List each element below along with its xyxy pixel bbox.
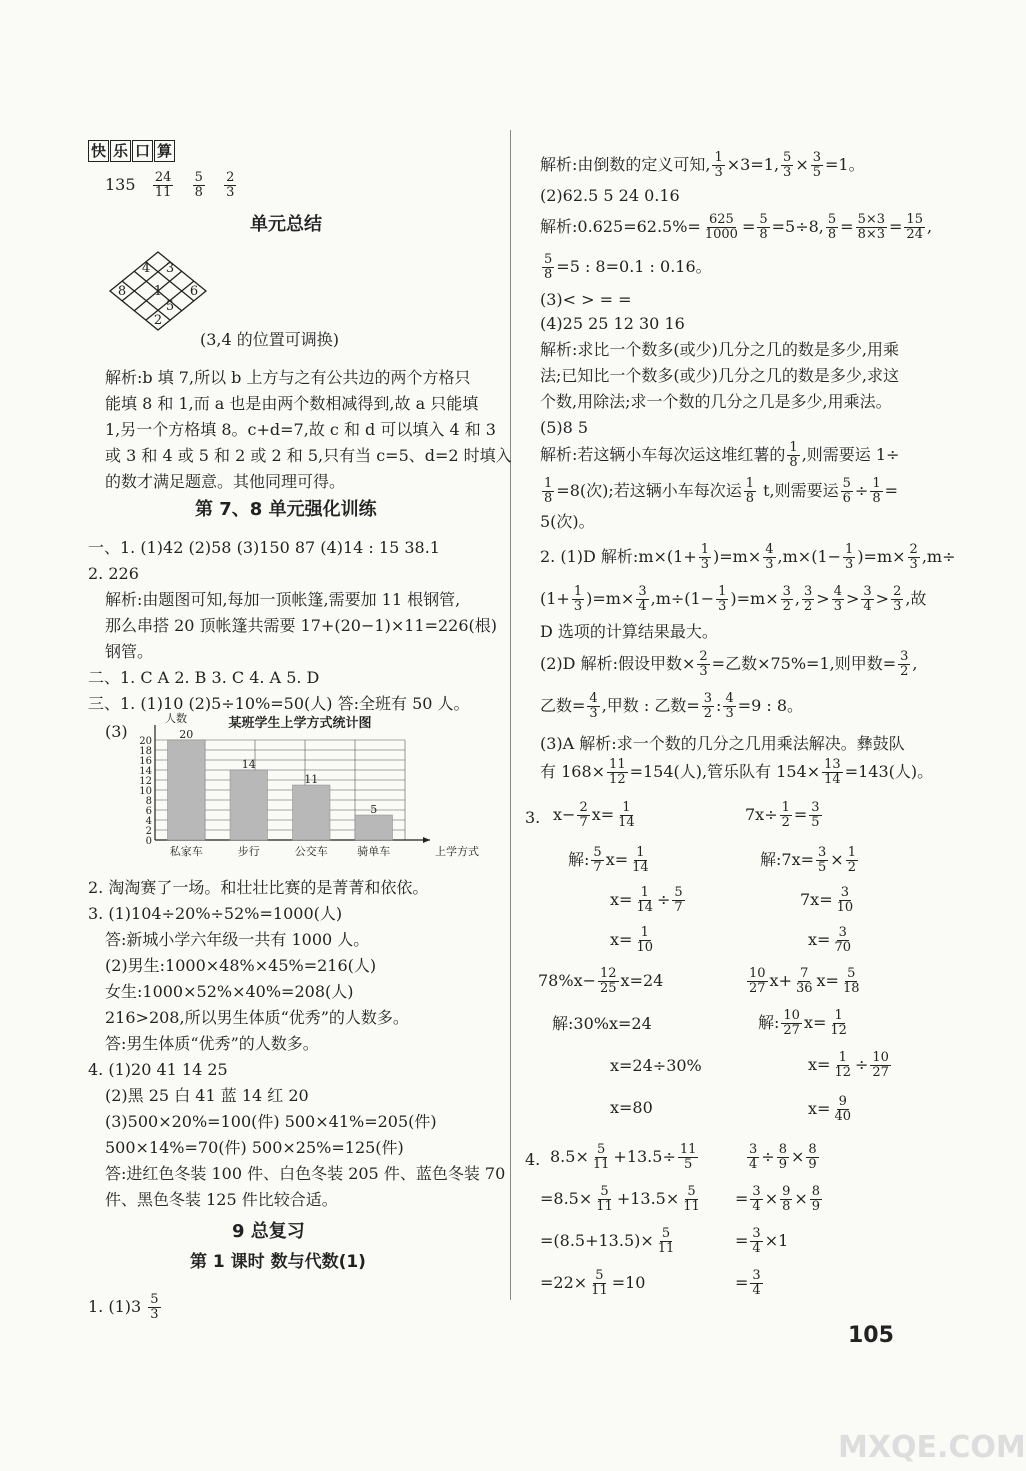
- answer-line: 答:新城小学六年级一共有 1000 人。: [105, 930, 370, 949]
- equation-line: = $\frac{3}{4}$: [735, 1268, 761, 1298]
- lesson-title: 第 1 课时 数与代数(1): [190, 1252, 366, 1272]
- x-tick-label: 私家车: [169, 845, 203, 858]
- bar: [293, 785, 331, 840]
- equation-line: 7x÷ $\frac{1}{2}$ = $\frac{3}{5}$: [745, 800, 820, 830]
- x-axis-arrow: [423, 837, 430, 843]
- y-tick-label: 2: [145, 826, 152, 837]
- review-title: 9 总复习: [232, 1221, 305, 1242]
- y-tick-label: 16: [139, 756, 152, 767]
- x-tick-label: 步行: [237, 845, 260, 858]
- analysis-line: 的数才满足题意。其他同理可得。: [105, 472, 346, 491]
- equation-line: x= $\frac{9}{40}$: [808, 1094, 851, 1124]
- bar: [355, 815, 393, 840]
- answer-line: 5(次)。: [540, 512, 595, 531]
- analysis-line: $\frac{1}{8}$ =8(次);若这辆小车每次运 $\frac{1}{8}$ t,则需要运 $\frac{5}{6}$ ÷ $\frac{1}{8}$ =: [544, 476, 899, 506]
- answer-line: 4. (1)20 41 14 25: [88, 1060, 228, 1079]
- data-label: 20: [179, 728, 194, 741]
- equation-line: 解:7x= $\frac{3}{5}$ × $\frac{1}{2}$: [760, 845, 856, 875]
- answer-line: 答:进红色冬装 100 件、白色冬装 205 件、蓝色冬装 70: [105, 1164, 506, 1183]
- answer-line: 1. (1)3 $\frac{5}{3}$: [88, 1292, 159, 1322]
- equation-line: 解:30%x=24: [552, 1014, 652, 1033]
- bar-chart: [100, 712, 500, 875]
- answer-line: 女生:1000×52%×40%=208(人): [105, 982, 354, 1001]
- equation-line: $\frac{3}{4}$ ÷ $\frac{8}{9}$ × $\frac{8}{9}$: [749, 1142, 817, 1172]
- answer-line: 3. (1)104÷20%÷52%=1000(人): [88, 904, 343, 923]
- diamond-cell: 6: [189, 284, 199, 299]
- answer-line: 一、1. (1)42 (2)58 (3)150 87 (4)14 : 15 38.1: [88, 538, 440, 557]
- y-tick-label: 6: [145, 806, 152, 817]
- diamond-cell: 8: [117, 284, 127, 299]
- answer-line: (2)男生:1000×48%×45%=216(人): [105, 956, 377, 975]
- equation-line: =22× $\frac{5}{11}$ =10: [540, 1268, 646, 1298]
- chart-title: 某班学生上学方式统计图: [228, 716, 372, 731]
- answer-line: (2)黑 25 白 41 蓝 14 红 20: [105, 1086, 309, 1105]
- equation-line: 解: $\frac{10}{27}$ x= $\frac{1}{12}$: [758, 1008, 847, 1038]
- answer-line: (2)D 解析:假设甲数× $\frac{2}{3}$ =乙数×75%=1,则甲数= $\frac{3}{2}$ ,: [540, 649, 918, 679]
- answer-line: (5)8 5: [540, 418, 589, 437]
- answer-line: 2. 淘淘赛了一场。和壮壮比赛的是菁菁和依依。: [88, 878, 429, 897]
- y-tick-label: 14: [139, 766, 152, 777]
- answer-line: 2. 226: [88, 564, 139, 583]
- y-tick-label: 8: [145, 796, 152, 807]
- equation-line: x= $\frac{1}{14}$ ÷ $\frac{5}{7}$: [610, 885, 683, 915]
- answer-line: (3): [105, 722, 128, 741]
- equation-line: x− $\frac{2}{7}$ x= $\frac{1}{14}$: [553, 800, 635, 830]
- equation-line: x=80: [610, 1098, 653, 1117]
- answer-line: 三、1. (1)10 (2)5÷10%=50(人) 答:全班有 50 人。: [88, 694, 470, 713]
- bar: [230, 770, 268, 840]
- y-tick-label: 18: [139, 746, 152, 757]
- diamond-cell: 4: [141, 261, 151, 276]
- analysis-line: 钢管。: [105, 642, 154, 661]
- equation-line: = $\frac{3}{4}$ ×1: [735, 1226, 789, 1256]
- data-label: 5: [370, 803, 378, 816]
- analysis-line: 能填 8 和 1,而 a 也是由两个数相减得到,故 a 只能填: [105, 394, 479, 413]
- diamond-grid: [108, 250, 208, 332]
- answer-line: (2)62.5 5 24 0.16: [540, 186, 680, 205]
- question-label: 3.: [525, 808, 541, 827]
- y-tick-label: 10: [139, 786, 152, 797]
- diamond-cell: 5: [165, 299, 175, 314]
- kuaile-tag: 快 乐 口 算: [88, 140, 176, 162]
- equation-line: x=24÷30%: [610, 1056, 702, 1075]
- y-tick-label: 20: [139, 736, 152, 747]
- answer-line: D 选项的计算结果最大。: [540, 622, 718, 641]
- x-axis-label: 上学方式: [435, 845, 479, 858]
- analysis-line: 解析:由题图可知,每加一顶帐篷,需要加 11 根钢管,: [105, 590, 461, 609]
- y-tick-label: 12: [139, 776, 152, 787]
- equation-line: x= $\frac{3}{70}$: [808, 925, 851, 955]
- answer-line: 二、1. C A 2. B 3. C 4. A 5. D: [88, 668, 320, 687]
- analysis-line: 1,另一个方格填 8。c+d=7,故 c 和 d 可以填入 4 和 3: [105, 420, 496, 439]
- diamond-note: (3,4 的位置可调换): [200, 330, 340, 349]
- equation-line: $\frac{10}{27}$ x+ $\frac{7}{36}$ x= $\frac{5}{18}$: [749, 966, 860, 996]
- x-tick-label: 骑单车: [357, 845, 391, 858]
- analysis-line: 法;已知比一个数多(或少)几分之几的数是多少,求这: [540, 366, 899, 385]
- diamond-cell: 1: [153, 284, 163, 299]
- answer-line: (3)500×20%=100(件) 500×41%=205(件): [105, 1112, 437, 1131]
- page-number: 105: [848, 1323, 894, 1348]
- question-label: 4.: [525, 1150, 541, 1169]
- equation-line: =(8.5+13.5)× $\frac{5}{11}$: [540, 1226, 675, 1256]
- analysis-line: 个数,用除法;求一个数的几分之几是多少,用乘法。: [540, 392, 892, 411]
- y-tick-label: 4: [145, 816, 152, 827]
- answer-line: 解析:由倒数的定义可知, $\frac{1}{3}$ ×3=1, $\frac{5}{3}$ × $\frac{3}{5}$ =1。: [540, 150, 865, 180]
- analysis-line: 那么串搭 20 顶帐篷共需要 17+(20−1)×11=226(根): [105, 616, 498, 635]
- analysis-line: (3)A 解析:求一个数的几分之几用乘法解决。彝鼓队: [540, 734, 905, 753]
- equation-line: 解: $\frac{5}{7}$ x= $\frac{1}{14}$: [568, 845, 649, 875]
- answer-line: $\frac{5}{8}$ =5 : 8=0.1 : 0.16。: [544, 252, 712, 282]
- analysis-line: 解析:b 填 7,所以 b 上方与之有公共边的两个方格只: [105, 368, 471, 387]
- answer-line: 216>208,所以男生体质“优秀”的人数多。: [105, 1008, 409, 1027]
- answer-line: 乙数= $\frac{4}{3}$ ,甲数 : 乙数= $\frac{3}{2}$ : $\frac{4}{3}$ =9 : 8。: [540, 691, 804, 721]
- data-label: 14: [241, 758, 256, 771]
- equation-line: = $\frac{3}{4}$ × $\frac{9}{8}$ × $\frac{8}{9}$: [735, 1184, 821, 1214]
- answer-line: (3)< > = =: [540, 290, 632, 309]
- watermark: MXQE.COM: [838, 1430, 1026, 1465]
- kuaile-answers: 135 $\frac{24}{11}$ $\frac{5}{8}$ $\frac{2}{3}$: [105, 170, 235, 200]
- answer-line: (4)25 25 12 30 16: [540, 314, 685, 333]
- analysis-line: 或 3 和 4 或 5 和 2 或 2 和 5,只有当 c=5、d=2 时填入: [105, 446, 512, 465]
- answer-line: 2. (1)D 解析:m×(1+ $\frac{1}{3}$ )=m× $\frac{4}{3}$ ,m×(1− $\frac{1}{3}$ )=m× $\frac{2}{3}$ ,m÷: [540, 542, 956, 572]
- x-tick-label: 公交车: [294, 845, 328, 858]
- analysis-line: 解析:求比一个数多(或少)几分之几的数是多少,用乘: [540, 340, 899, 359]
- equation-line: x= $\frac{1}{10}$: [610, 925, 653, 955]
- unit-summary-title: 单元总结: [250, 214, 322, 235]
- analysis-line: 解析:若这辆小车每次运这堆红薯的 $\frac{1}{8}$ ,则需要运 1÷: [540, 440, 900, 470]
- answer-line: 500×14%=70(件) 500×25%=125(件): [105, 1138, 404, 1157]
- equation-line: 7x= $\frac{3}{10}$: [800, 885, 854, 915]
- answer-line: 件、黑色冬装 125 件比较合适。: [105, 1190, 338, 1209]
- section-78-title: 第 7、8 单元强化训练: [195, 499, 377, 520]
- answer-line: 答:男生体质“优秀”的人数多。: [105, 1034, 319, 1053]
- y-axis-label: 人数: [165, 712, 187, 725]
- data-label: 11: [304, 773, 319, 786]
- bar: [168, 740, 206, 840]
- diamond-cell: 2: [153, 313, 163, 328]
- y-tick-label: 0: [145, 836, 152, 847]
- equation-line: 78%x− $\frac{12}{25}$ x=24: [538, 966, 664, 996]
- answer-line: 解析:0.625=62.5%= $\frac{625}{1000}$ = $\frac{5}{8}$ =5÷8, $\frac{5}{8}$ = $\frac{5\times 3}{8\times 3}$ = $\frac{15}{24}$ ,: [540, 212, 933, 242]
- equation-line: x= $\frac{1}{12}$ ÷ $\frac{10}{27}$: [808, 1050, 889, 1080]
- answer-line: (1+ $\frac{1}{3}$ )=m× $\frac{3}{4}$ ,m÷(1− $\frac{1}{3}$ )=m× $\frac{3}{2}$ , $\frac{3}{2}$ > $\frac{4}{3}$ > $\frac{3}{4}$ > $\frac{2}{3}$ ,故: [540, 584, 927, 614]
- analysis-line: 有 168× $\frac{11}{12}$ =154(人),管乐队有 154× $\frac{13}{14}$ =143(人)。: [540, 757, 934, 787]
- equation-line: =8.5× $\frac{5}{11}$ +13.5× $\frac{5}{11}$: [540, 1184, 700, 1214]
- equation-line: 8.5× $\frac{5}{11}$ +13.5÷ $\frac{11}{5}$: [550, 1142, 697, 1172]
- column-divider: [510, 130, 511, 1300]
- diamond-cell: 3: [165, 261, 175, 276]
